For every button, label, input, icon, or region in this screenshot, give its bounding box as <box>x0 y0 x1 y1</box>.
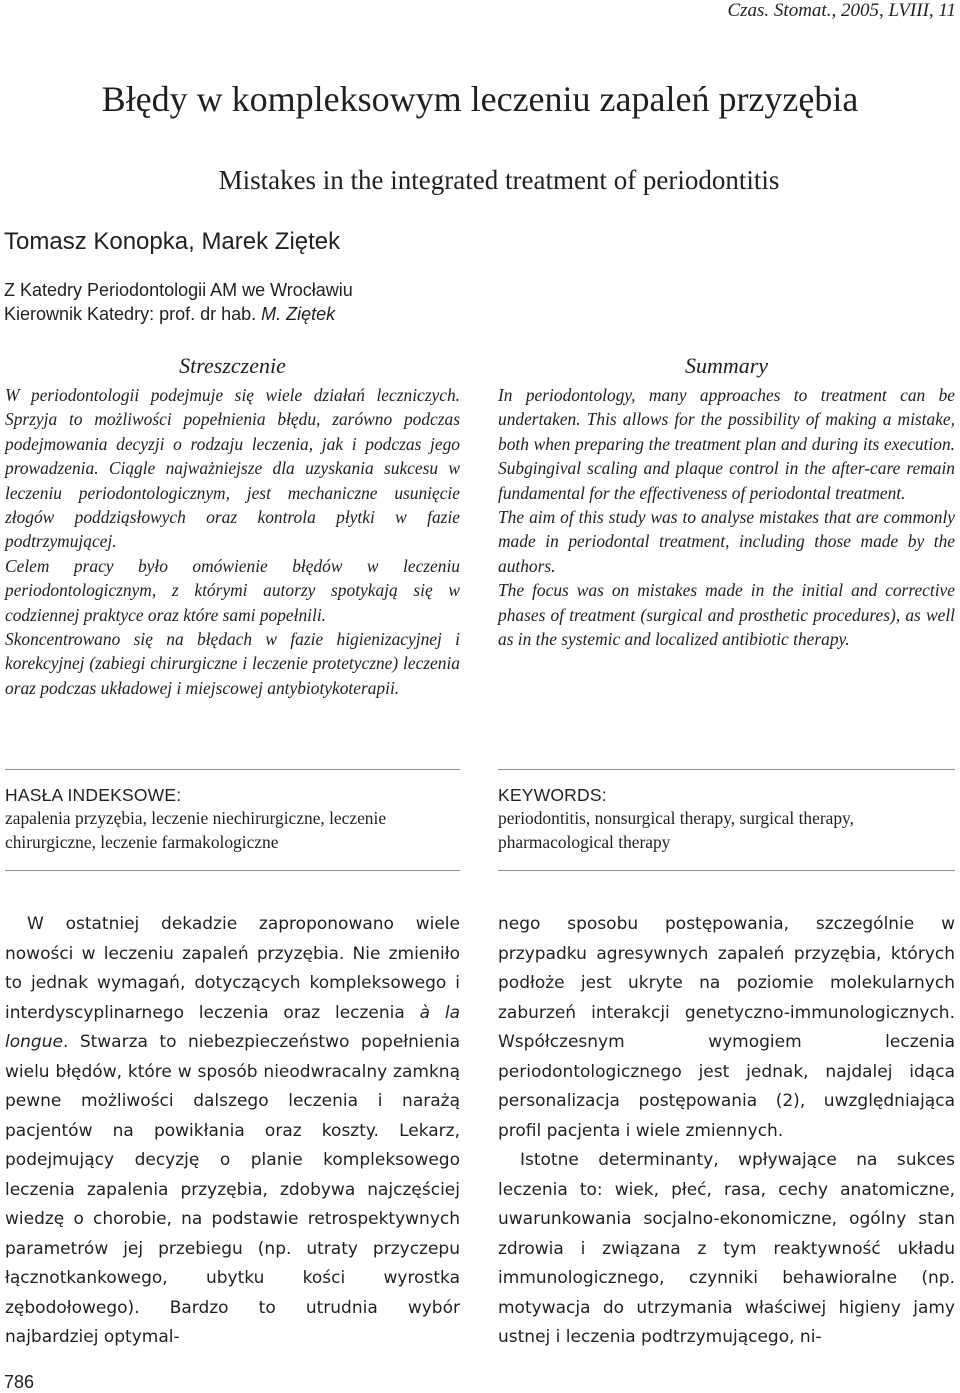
abstract-english-p2: The aim of this study was to analyse mistakes that are commonly made in periodontal treatment, including those made by the authors. <box>498 507 955 576</box>
journal-citation: Czas. Stomat., 2005, LVIII, 11 <box>727 0 956 21</box>
affiliation-head-label: Kierownik Katedry: prof. dr hab. <box>4 304 262 324</box>
body-left-text-a: W ostatniej dekadzie zaproponowano wiele nowości w leczeniu zapaleń przyzębia. Nie zmieniło to jednak wymagań, dotyczących kompleksowego i interdyscyplinarnego leczenia oraz leczenia <box>5 914 460 1023</box>
body-left-text-b: . Stwarza to niebezpieczeństwo popełnienia wielu błędów, które w sposób nieodwracalny zamkną pewne możliwości dalszego leczenia i narażą pacjentów na powikłania oraz koszty. Lekarz, podejmujący decyzję o planie kompleksowego leczenia zapalenia przyzębia, zdobywa najczęściej wiedzę o chorobie, na podstawie retrospektywnych parametrów jej przebiegu (np. utraty przyczepu łącznotkankowego, ubytku kości wyrostka zębodołowego). Bardzo to utrudnia wybór najbardziej optymal- <box>5 1032 460 1347</box>
title-english: Mistakes in the integrated treatment of periodontitis <box>218 165 780 195</box>
affiliation-head <box>4 302 353 326</box>
divider-top-left <box>5 769 460 770</box>
body-left-paragraph <box>5 910 460 1353</box>
affiliation-head-name: M. Ziętek <box>261 304 336 324</box>
keywords-polish <box>5 785 460 854</box>
keywords-english <box>498 785 955 854</box>
divider-bottom-left <box>5 870 460 871</box>
body-column-left <box>5 910 460 1353</box>
abstract-polish <box>5 353 460 700</box>
abstract-polish-p3: Skoncentrowano się na błędach w fazie higienizacyjnej i korekcyjnej (zabiegi chirurgiczne i leczenie protetyczne) leczenia oraz podczas układowej i miejscowej antybiotykoterapii. <box>5 629 460 698</box>
abstract-english-text <box>498 383 955 651</box>
abstract-polish-p1: W periodontologii podejmuje się wiele działań leczniczych. Sprzyja to możliwości popełnienia błędu, zarówno podczas podejmowania decyzji o rodzaju leczenia, jak i podczas jego prowadzenia. Ciągle najważniejsze dla uzyskania sukcesu w leczeniu periodontologicznym, jest mechaniczne usunięcie złogów poddziąsłowych oraz kontrola płytki w fazie podtrzymującej. <box>5 385 460 552</box>
authors: Tomasz Konopka, Marek Ziętek <box>4 228 341 255</box>
abstract-polish-heading: Streszczenie <box>179 353 286 378</box>
keywords-english-text: periodontitis, nonsurgical therapy, surgical therapy, pharmacological therapy <box>498 808 854 852</box>
abstract-english-heading: Summary <box>684 353 769 378</box>
affiliation <box>4 278 353 326</box>
affiliation-department: Z Katedry Periodontologii AM we Wrocławiu <box>4 280 353 300</box>
abstract-english-p1: In periodontology, many approaches to treatment can be undertaken. This allows for the possibility of making a mistake, both when preparing the treatment plan and during its execution. Subgingival scaling and plaque control in the after-care remain fundamental for the effectiveness of periodontal treatment. <box>498 385 955 503</box>
abstract-english <box>498 353 955 651</box>
title-polish: Błędy w kompleksowym leczeniu zapaleń przyzębia <box>101 79 859 119</box>
body-left-emphasis: à la longue <box>5 1002 460 1052</box>
abstract-english-p3: The focus was on mistakes made in the initial and corrective phases of treatment (surgical and prosthetic procedures), as well as in the systemic and localized antibiotic therapy. <box>498 580 955 650</box>
body-right-paragraph-1: nego sposobu postępowania, szczególnie w przypadku agresywnych zapaleń przyzębia, których podłoże jest ukryte na poziomie molekularnych zaburzeń interakcji genetyczno-immunologicznych. Współczesnym wymogiem leczenia periodontologicznego jest jednak, najdalej idąca personalizacja postępowania (2), uwzględniająca profil pacjenta i wiele zmiennych. <box>498 914 955 1141</box>
page-number: 786 <box>4 1372 35 1392</box>
keywords-polish-heading: HASŁA INDEKSOWE: <box>5 785 182 805</box>
divider-bottom-right <box>498 870 955 871</box>
keywords-polish-text: zapalenia przyzębia, leczenie niechirurgiczne, leczenie chirurgiczne, leczenie farmakologiczne <box>5 808 387 852</box>
body-right-paragraph-2: Istotne determinanty, wpływające na sukces leczenia to: wiek, płeć, rasa, cechy anatomiczne, uwarunkowania socjalno-ekonomiczne, ogólny stan zdrowia i związana z tym reaktywność układu immunologicznego, czynniki behawioralne (np. motywacja do utrzymania właściwej higieny jamy ustnej i leczenia podtrzymującego, ni- <box>498 1150 955 1347</box>
body-column-right <box>498 910 955 1353</box>
abstract-polish-p2: Celem pracy było omówienie błędów w leczeniu periodontologicznym, z którymi autorzy spotykają się w codziennej praktyce oraz które sami popełnili. <box>5 555 460 625</box>
abstract-polish-text <box>5 383 460 700</box>
divider-top-right <box>498 769 955 770</box>
keywords-english-heading: KEYWORDS: <box>498 785 607 805</box>
